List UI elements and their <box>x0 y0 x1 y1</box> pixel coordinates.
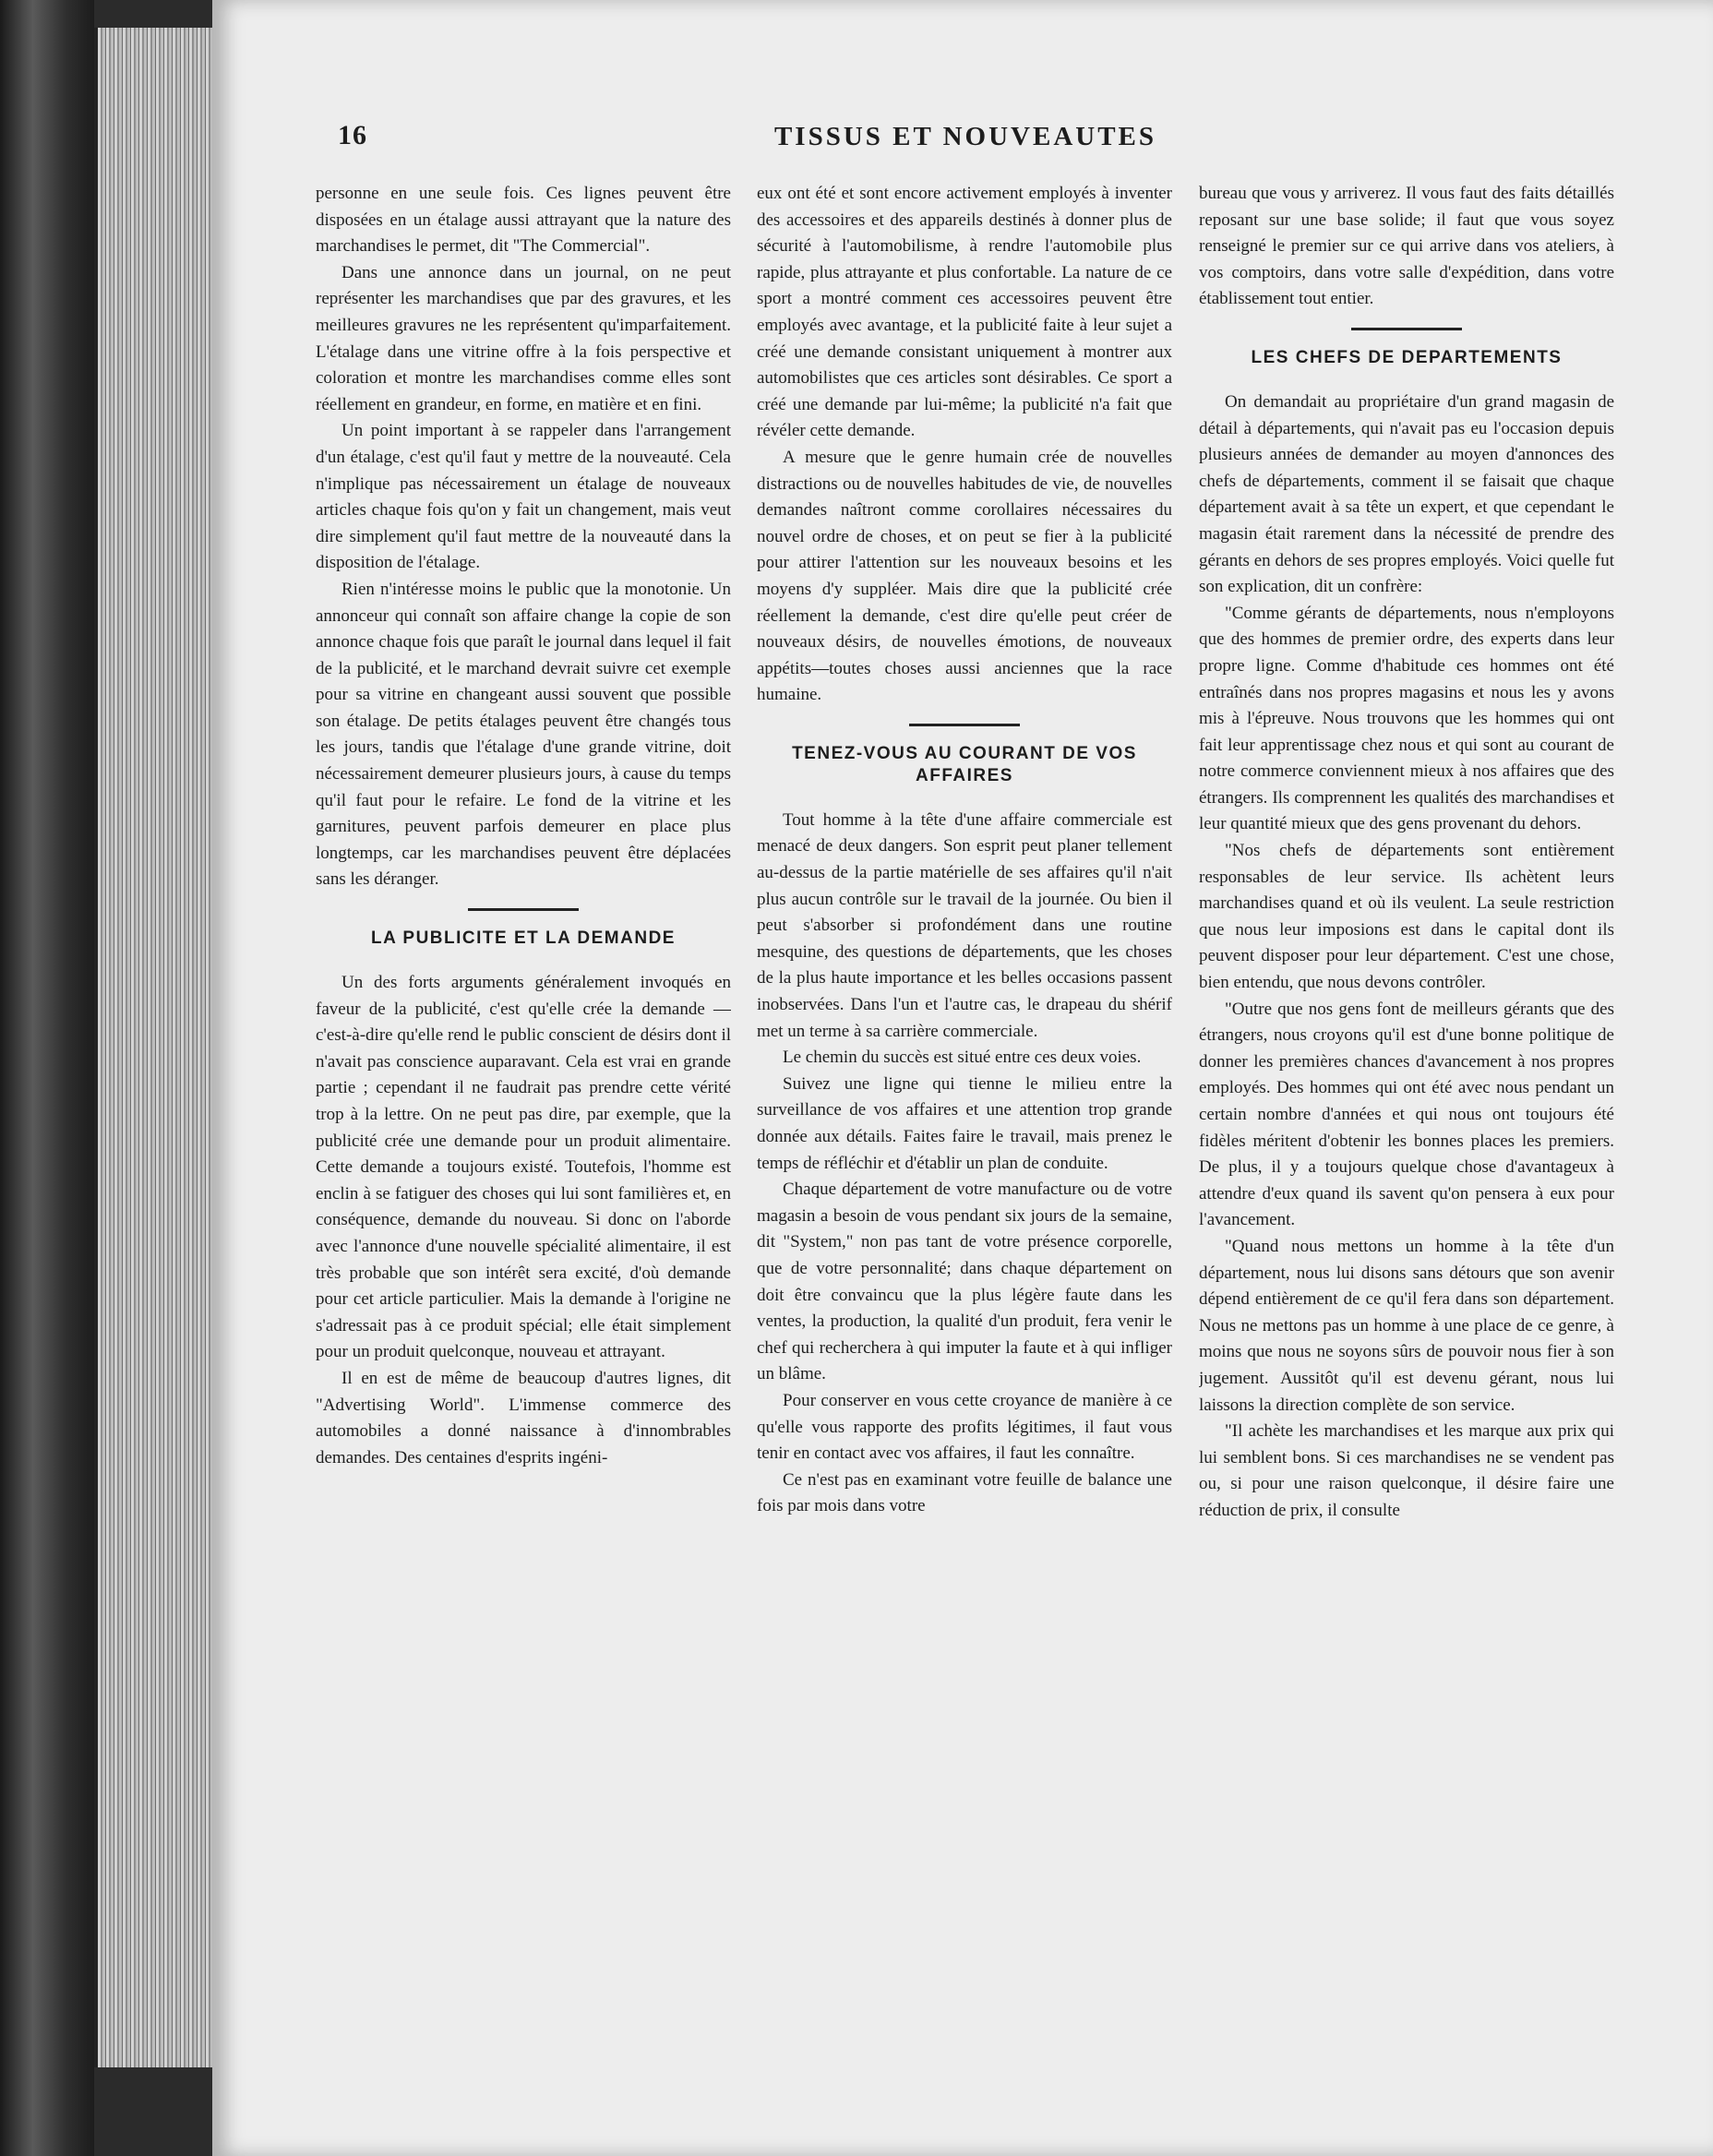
paragraph: Le chemin du succès est situé entre ces deux voies. <box>783 1048 1142 1068</box>
paragraph: On demandait au propriétaire d'un grand magasin de détail à départements, qui n'avait pas eu l'occasion depuis plusieurs années de demander au moyen d'annonces des chefs de départements, comment il se faisait que chaque département avait à sa tête un expert, et que cependant le magasin était rarement dans la nécessité de prendre des gérants en dehors de ses propres employés. Voici quelle fut son explication, dit un confrère: <box>1199 391 1614 597</box>
section-heading: TENEZ-VOUS AU COURANT DE VOS AFFAIRES <box>792 743 1137 785</box>
paragraph: Un des forts arguments généralement invoqués en faveur de la publicité, c'est qu'elle crée la demande — c'est-à-dire qu'elle rend le public conscient de désirs dont il n'avait pas conscience auparavant. Cela est vrai en grande partie ; cependant il ne faudrait pas prendre cette vérité trop à la lettre. On ne peut pas dire, par exemple, que la publicité crée une demande pour un produit alimentaire. Cette demande a toujours existé. Toutefois, l'homme est enclin à se fatiguer des choses qui lui sont familières et, en conséquence, demande du nouveau. Si donc on l'aborde avec l'annonce d'une nouvelle spécialité alimentaire, il est très probable que son intérêt sera excité, d'où demande pour cet article particulier. Mais la demande à l'origine ne s'adressait pas à ce produit spécial; elle était simplement pour un produit quelconque, nouveau et attrayant. <box>316 973 731 1362</box>
paragraph: Suivez une ligne qui tienne le milieu entre la surveillance de vos affaires et une attention trop grande donnée aux détails. Faites faire le travail, mais prenez le temps de réfléchir et d'établir un plan de conduite. <box>757 1073 1172 1173</box>
column-1 <box>316 181 731 2128</box>
section-heading: LA PUBLICITE ET LA DEMANDE <box>371 928 676 949</box>
page-edges <box>94 28 216 2067</box>
paragraph: eux ont été et sont encore activement employés à inventer des accessoires et des appareils destinés à donner plus de sécurité à l'automobilisme, à rendre l'automobile plus rapide, plus attrayante et plus confortable. La nature de ce sport a montré comment ces accessoires peuvent être employés avec avantage, et la publicité faite à leur sujet a créé une demande consistant uniquement à montrer aux automobilistes que ces articles sont désirables. Ce sport a créé une demande par lui-même; la publicité n'a fait que révéler cette demande. <box>757 184 1172 441</box>
page-number: 16 <box>338 120 367 150</box>
paragraph: "Quand nous mettons un homme à la tête d'un département, nous lui disons sans détours que son avenir dépend entièrement de ce qu'il fera dans son département. Nous ne mettons pas un homme à une place de ce genre, à moins que nous ne soyons sûrs de pouvoir nous fier à son jugement. Aussitôt qu'il est devenu gérant, nous lui laissons la direction complète de son service. <box>1199 1236 1614 1415</box>
section-divider <box>468 908 579 911</box>
journal-page <box>212 0 1713 2156</box>
paragraph: Ce n'est pas en examinant votre feuille de balance une fois par mois dans votre <box>757 1469 1172 1516</box>
paragraph: "Outre que nos gens font de meilleurs gérants que des étrangers, nous croyons qu'il est d'une bonne politique de donner les premières chances d'avancement à nos propres employés. Des hommes qui ont été avec nous pendant un certain nombre d'années et qui nous ont toujours été fidèles méritent d'obtenir les bonnes places les premiers. De plus, il y a toujours quelque chose d'avantageux à attendre d'eux quand ils savent qu'on pensera à eux pour l'avancement. <box>1199 999 1614 1230</box>
book-binding <box>0 0 94 2156</box>
paragraph: Un point important à se rappeler dans l'arrangement d'un étalage, c'est qu'il faut y mettre de la nouveauté. Cela n'implique pas nécessairement un étalage de nouveaux articles chaque fois qu'on y fait un changement, mais veut dire simplement qu'il faut mettre de la nouveauté dans la disposition de l'étalage. <box>316 421 731 573</box>
paragraph: Chaque département de votre manufacture ou de votre magasin a besoin de vous pendant six jours de la semaine, dit "System," non pas tant de votre présence corporelle, que de votre personnalité; dans chaque département on doit être convaincu que la plus légère faute dans les ventes, la production, la qualité d'un produit, fera venir le chef qui recherchera à qui imputer la faute et à qui infliger un blâme. <box>757 1180 1172 1384</box>
paragraph: Il en est de même de beaucoup d'autres lignes, dit "Advertising World". L'immense commerce des automobiles a donné naissance à d'innombrables demandes. Des centaines d'esprits ingéni- <box>316 1368 731 1467</box>
paragraph: Dans une annonce dans un journal, on ne peut représenter les marchandises que par des gravures, et les meilleures gravures ne les représentent qu'imparfaitement. L'étalage dans une vitrine offre à la fois perspective et coloration et montre les marchandises comme elles sont réellement en grandeur, en forme, en matière et en fini. <box>316 262 731 414</box>
running-header <box>338 120 1713 161</box>
paragraph: bureau que vous y arriverez. Il vous faut des faits détaillés reposant sur une base solide; il faut que vous soyez renseigné le premier sur ce qui arrive dans vos ateliers, à vos comptoirs, dans votre salle d'expédition, dans votre établissement tout entier. <box>1199 184 1614 309</box>
paragraph: "Nos chefs de départements sont entièrement responsables de leur service. Ils achètent leurs marchandises quand et où ils veulent. La seule restriction que nous leur imposions est dans le capital dont ils peuvent disposer pour leur département. C'est une chose, bien entendu, que nous devons contrôler. <box>1199 841 1614 993</box>
paragraph: "Comme gérants de départements, nous n'employons que des hommes de premier ordre, des experts dans leur propre ligne. Comme d'habitude ces hommes ont été entraînés dans nos propres magasins et nous les y avons mis à l'épreuve. Nous trouvons que les hommes qui ont fait leur apprentissage chez nous et qui sont au courant de notre commerce conviennent mieux à nos affaires que des étrangers. Ils comprennent les qualités des marchandises et leur quantité mieux que des gens provenant du dehors. <box>1199 603 1614 834</box>
paragraph: personne en une seule fois. Ces lignes peuvent être disposées en un étalage aussi attrayant que la nature des marchandises le permet, dit "The Commercial". <box>316 184 731 257</box>
section-heading: LES CHEFS DE DEPARTEMENTS <box>1251 347 1563 367</box>
paragraph: Rien n'intéresse moins le public que la monotonie. Un annonceur qui connaît son affaire change la copie de son annonce chaque fois que paraît le journal dans lequel il fait de la publicité, et le marchand devrait suivre cet exemple pour sa vitrine en changeant aussi souvent que possible son étalage. De petits étalages peuvent être changés tous les jours, tandis que l'étalage d'une grande vitrine, doit nécessairement demeurer plusieurs jours, à cause du temps qu'il faut pour le refaire. Le fond de la vitrine et les garnitures, peuvent parfois demeurer en place plus longtemps, car les marchandises peuvent être déplacées sans les déranger. <box>316 579 731 890</box>
section-divider <box>1351 328 1462 330</box>
column-2 <box>757 181 1172 2128</box>
paragraph: A mesure que le genre humain crée de nouvelles distractions ou de nouvelles habitudes de vie, de nouvelles demandes naîtront comme corollaires nécessaires du nouvel ordre de choses, et on peut se fier à la publicité pour attirer l'attention sur les nouveaux besoins et les moyens d'y suppléer. Mais dire que la publicité crée réellement la demande, c'est dire qu'elle peut créer de nouveaux désirs, de nouvelles émotions, de nouveaux appétits—toutes choses aussi anciennes que la race humaine. <box>757 447 1172 705</box>
section-divider <box>909 724 1020 726</box>
column-3 <box>1199 181 1614 2128</box>
paragraph: "Il achète les marchandises et les marque aux prix qui lui semblent bons. Si ces marchandises ne se vendent pas ou, si pour une raison quelconque, il désire faire une réduction de prix, il consulte <box>1199 1421 1614 1520</box>
paragraph: Tout homme à la tête d'une affaire commerciale est menacé de deux dangers. Son esprit peut planer tellement au-dessus de la partie matérielle de ses affaires qu'il n'ait plus aucun contrôle sur le travail de la journée. Ou bien il peut s'absorber si profondément dans une routine mesquine, des questions de départements, que les choses de la plus haute importance et les belles occasions passent inobservées. Dans l'un et l'autre cas, le drapeau du shérif met un terme à sa carrière commerciale. <box>757 809 1172 1041</box>
journal-title: TISSUS ET NOUVEAUTES <box>773 122 1157 151</box>
paragraph: Pour conserver en vous cette croyance de manière à ce qu'elle vous rapporte des profits légitimes, il faut vous tenir en contact avec vos affaires, il faut les connaître. <box>757 1390 1172 1464</box>
